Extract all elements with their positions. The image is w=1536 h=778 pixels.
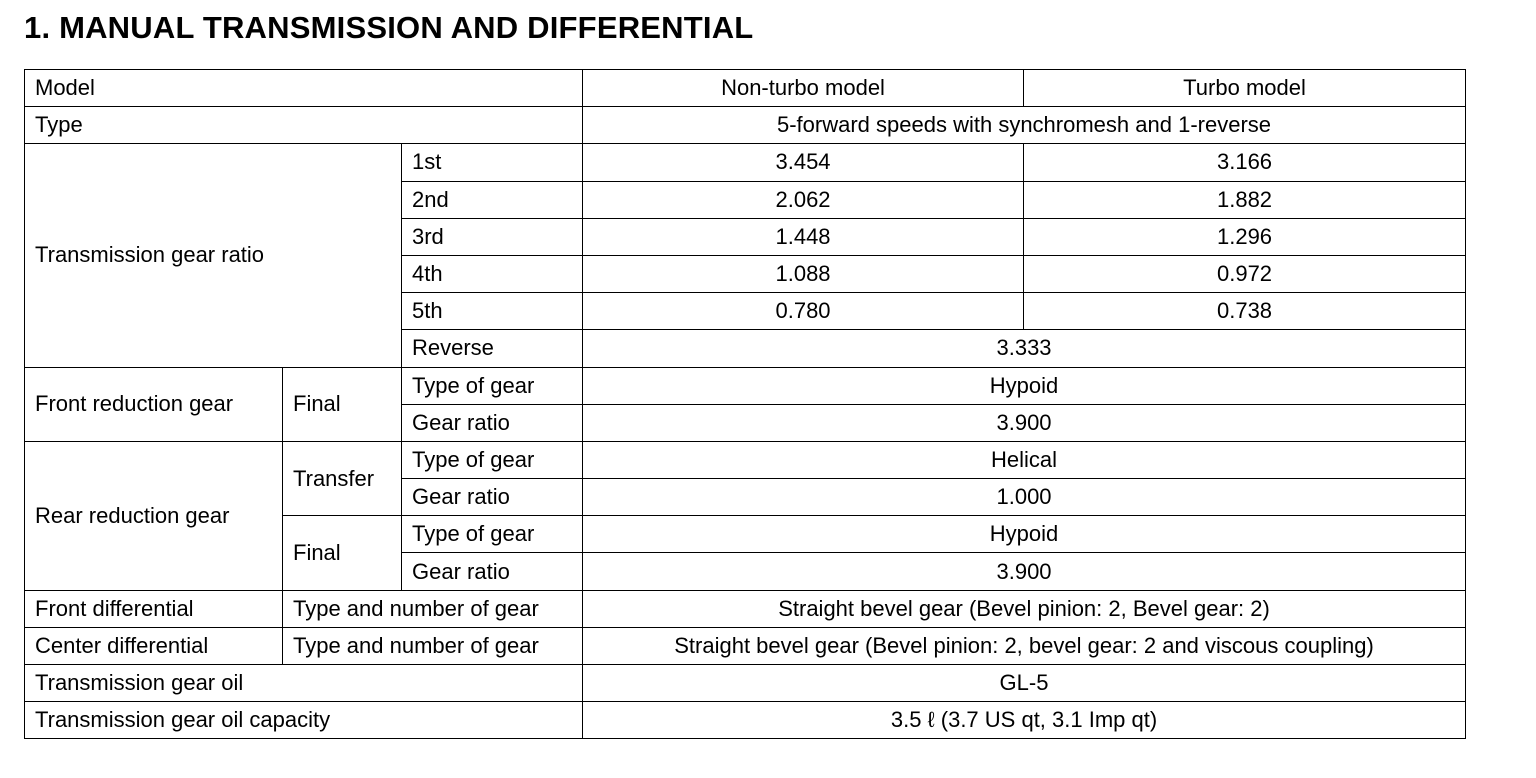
gear-non-turbo-value: 1.088: [583, 255, 1024, 292]
gear-non-turbo-value: 0.780: [583, 293, 1024, 330]
oil-capacity-label: Transmission gear oil capacity: [25, 702, 583, 739]
table-row-rear-transfer-type: [25, 441, 1466, 478]
type-of-gear-value: Hypoid: [583, 367, 1466, 404]
table-row-gear-oil: [25, 665, 1466, 702]
gear-oil-value: GL-5: [583, 665, 1466, 702]
front-reduction-label: Front reduction gear: [25, 367, 283, 441]
type-of-gear-label: Type of gear: [402, 367, 583, 404]
gear-oil-label: Transmission gear oil: [25, 665, 583, 702]
table-row-front-differential: [25, 590, 1466, 627]
front-differential-value: Straight bevel gear (Bevel pinion: 2, Bevel gear: 2): [583, 590, 1466, 627]
gear-name: 5th: [402, 293, 583, 330]
front-differential-sub: Type and number of gear: [283, 590, 583, 627]
type-of-gear-value: Helical: [583, 441, 1466, 478]
rear-final-sub: Final: [283, 516, 402, 590]
gear-name: 4th: [402, 255, 583, 292]
gear-name: 3rd: [402, 218, 583, 255]
center-differential-label: Center differential: [25, 627, 283, 664]
reverse-value: 3.333: [583, 330, 1466, 367]
type-label: Type: [25, 107, 583, 144]
gear-ratio-value: 3.900: [583, 553, 1466, 590]
gear-ratio-sub-label: Gear ratio: [402, 479, 583, 516]
gear-ratio-sub-label: Gear ratio: [402, 404, 583, 441]
table-row-oil-capacity: [25, 702, 1466, 739]
type-of-gear-label: Type of gear: [402, 441, 583, 478]
table-row-model: [25, 70, 1466, 107]
rear-transfer-sub: Transfer: [283, 441, 402, 515]
gear-non-turbo-value: 1.448: [583, 218, 1024, 255]
type-value: 5-forward speeds with synchromesh and 1-reverse: [583, 107, 1466, 144]
type-of-gear-value: Hypoid: [583, 516, 1466, 553]
gear-name: 1st: [402, 144, 583, 181]
gear-turbo-value: 1.296: [1024, 218, 1466, 255]
rear-reduction-label: Rear reduction gear: [25, 441, 283, 590]
gear-ratio-value: 1.000: [583, 479, 1466, 516]
gear-name: Reverse: [402, 330, 583, 367]
center-differential-value: Straight bevel gear (Bevel pinion: 2, bevel gear: 2 and viscous coupling): [583, 627, 1466, 664]
table-row-center-differential: [25, 627, 1466, 664]
gear-ratio-label: Transmission gear ratio: [25, 144, 402, 367]
model-label: Model: [25, 70, 583, 107]
non-turbo-header: Non-turbo model: [583, 70, 1024, 107]
gear-turbo-value: 0.738: [1024, 293, 1466, 330]
front-differential-label: Front differential: [25, 590, 283, 627]
center-differential-sub: Type and number of gear: [283, 627, 583, 664]
page-title: 1. MANUAL TRANSMISSION AND DIFFERENTIAL: [24, 10, 754, 45]
table-row-gear-1st: [25, 144, 1466, 181]
gear-ratio-sub-label: Gear ratio: [402, 553, 583, 590]
turbo-header: Turbo model: [1024, 70, 1466, 107]
gear-non-turbo-value: 3.454: [583, 144, 1024, 181]
gear-turbo-value: 3.166: [1024, 144, 1466, 181]
gear-non-turbo-value: 2.062: [583, 181, 1024, 218]
table-row-type: [25, 107, 1466, 144]
table-row-front-reduction-type: [25, 367, 1466, 404]
type-of-gear-label: Type of gear: [402, 516, 583, 553]
spec-table: [24, 69, 1466, 739]
gear-turbo-value: 0.972: [1024, 255, 1466, 292]
gear-ratio-value: 3.900: [583, 404, 1466, 441]
front-reduction-sub: Final: [283, 367, 402, 441]
oil-capacity-value: 3.5 ℓ (3.7 US qt, 3.1 Imp qt): [583, 702, 1466, 739]
gear-turbo-value: 1.882: [1024, 181, 1466, 218]
gear-name: 2nd: [402, 181, 583, 218]
